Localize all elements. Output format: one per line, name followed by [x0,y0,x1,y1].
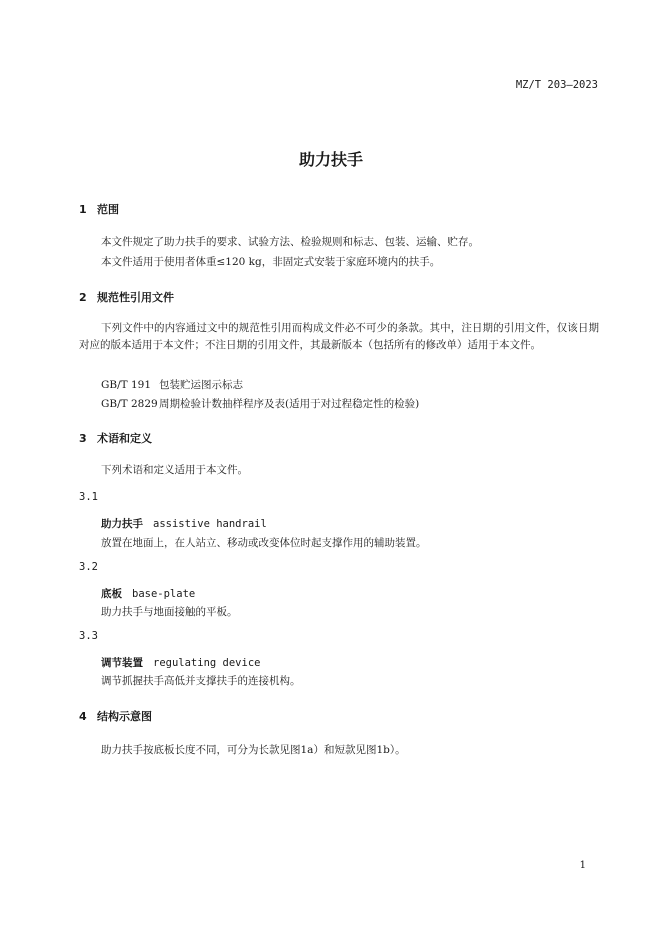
section-title: 范围 [97,203,119,216]
paragraph: 本文件规定了助力扶手的要求、试验方法、检验规则和标志、包装、运输、贮存。 [101,236,479,248]
term-chinese: 助力扶手 [101,518,143,530]
term-chinese: 调节装置 [101,657,143,669]
term-definition: 调节抓握扶手高低并支撑扶手的连接机构。 [101,675,301,687]
section-3-heading [79,430,152,446]
paragraph: 下列文件中的内容通过文中的规范性引用而构成文件必不可少的条款。其中，注日期的引用文件，仅该日期对应的版本适用于本文件；不注日期的引用文件，其最新版本（包括所有的修改单）适用于本文件。 [79,322,599,351]
page-number: 1 [579,860,586,871]
normative-reference [101,377,243,392]
section-2-heading [79,289,174,305]
term-entry [101,516,267,531]
section-title: 规范性引用文件 [97,291,174,304]
term-english: assistive handrail [153,518,267,530]
paragraph: 下列术语和定义适用于本文件。 [101,464,248,476]
term-definition: 放置在地面上，在人站立、移动或改变体位时起支撑作用的辅助装置。 [101,537,427,549]
section-number: 2 [79,291,87,304]
term-entry [101,655,260,670]
section-title: 结构示意图 [97,710,152,723]
term-english: regulating device [153,657,261,669]
term-number: 3.3 [79,630,98,642]
section-number: 3 [79,432,87,445]
standard-number: MZ/T 203—2023 [515,79,598,91]
section-title: 术语和定义 [97,432,152,445]
document-title: 助力扶手 [298,150,363,169]
term-chinese: 底板 [101,588,122,600]
term-number: 3.2 [79,561,98,573]
paragraph: 助力扶手按底板长度不同，可分为长款见图1a）和短款见图1b）。 [101,744,406,756]
section-4-heading [79,708,152,724]
section-number: 1 [79,203,87,216]
reference-title: 包装贮运图示标志 [159,379,243,391]
reference-code: GB/T 191 [101,379,152,391]
reference-title: 周期检验计数抽样程序及表(适用于对过程稳定性的检验) [159,398,420,410]
term-english: base-plate [132,588,196,600]
normative-reference [101,396,419,411]
section-number: 4 [79,710,87,723]
paragraph: 本文件适用于使用者体重≤120 kg，非固定式安装于家庭环境内的扶手。 [101,256,441,268]
reference-code: GB/T 2829 [101,398,158,410]
section-1-heading [79,201,119,217]
term-definition: 助力扶手与地面接触的平板。 [101,606,238,618]
term-entry [101,586,195,601]
term-number: 3.1 [79,491,98,503]
